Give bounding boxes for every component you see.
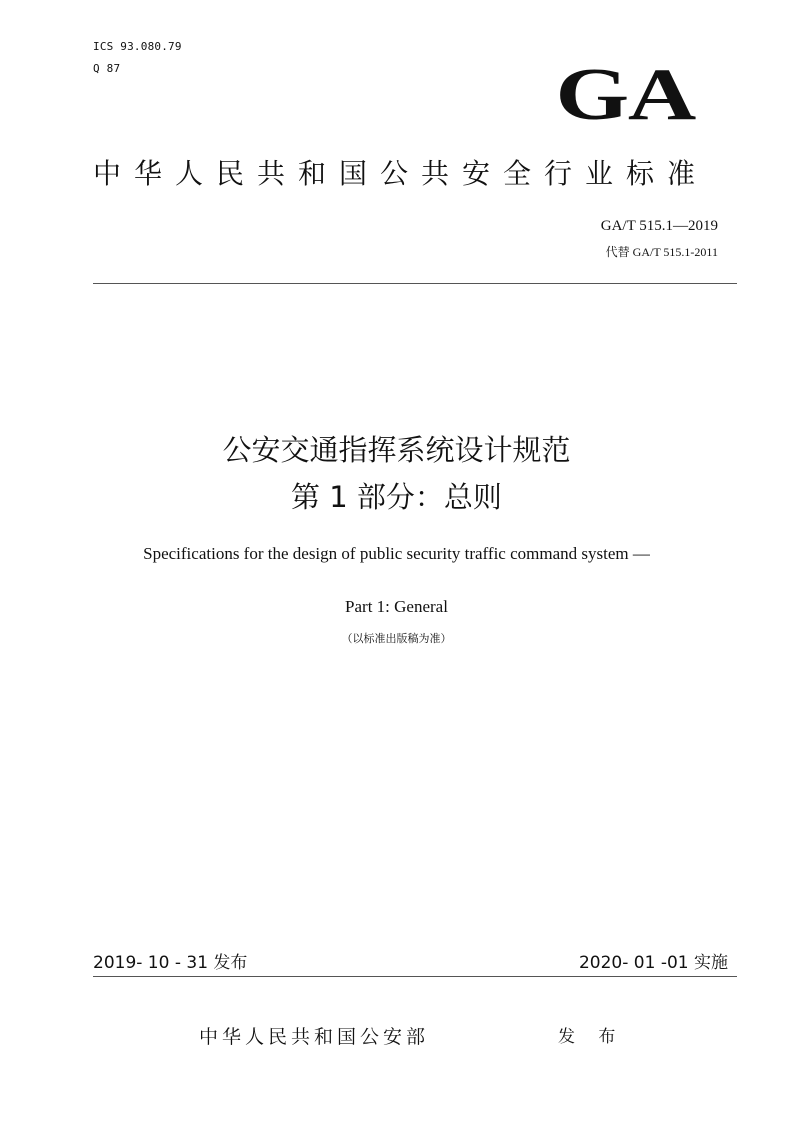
english-part-title: Part 1: General	[345, 597, 448, 616]
draft-note: （以标准出版稿为准）	[341, 632, 452, 645]
publish-date: 2019- 10 - 31 发布	[93, 953, 248, 973]
chinese-title-line-1: 公安交通指挥系统设计规范	[222, 433, 571, 467]
bottom-divider	[93, 976, 737, 977]
english-title: Specifications for the design of public security traffic command system —	[143, 544, 650, 563]
top-divider	[93, 283, 737, 284]
standard-category-title: 中华人民共和国公共安全行业标准	[93, 157, 709, 190]
issue-label: 发 布	[558, 1027, 625, 1047]
issuing-authority: 中华人民共和国公安部	[199, 1026, 430, 1048]
classification-code: Q 87	[93, 62, 121, 75]
chinese-title-line-2: 第 1 部分：总则	[291, 480, 502, 514]
ga-logo: GA	[555, 54, 695, 136]
replaces-standard: 代替 GA/T 515.1-2011	[605, 245, 718, 259]
effective-date: 2020- 01 -01 实施	[578, 953, 728, 973]
standard-number: GA/T 515.1—2019	[600, 218, 718, 234]
ics-code: ICS 93.080.79	[93, 40, 182, 53]
